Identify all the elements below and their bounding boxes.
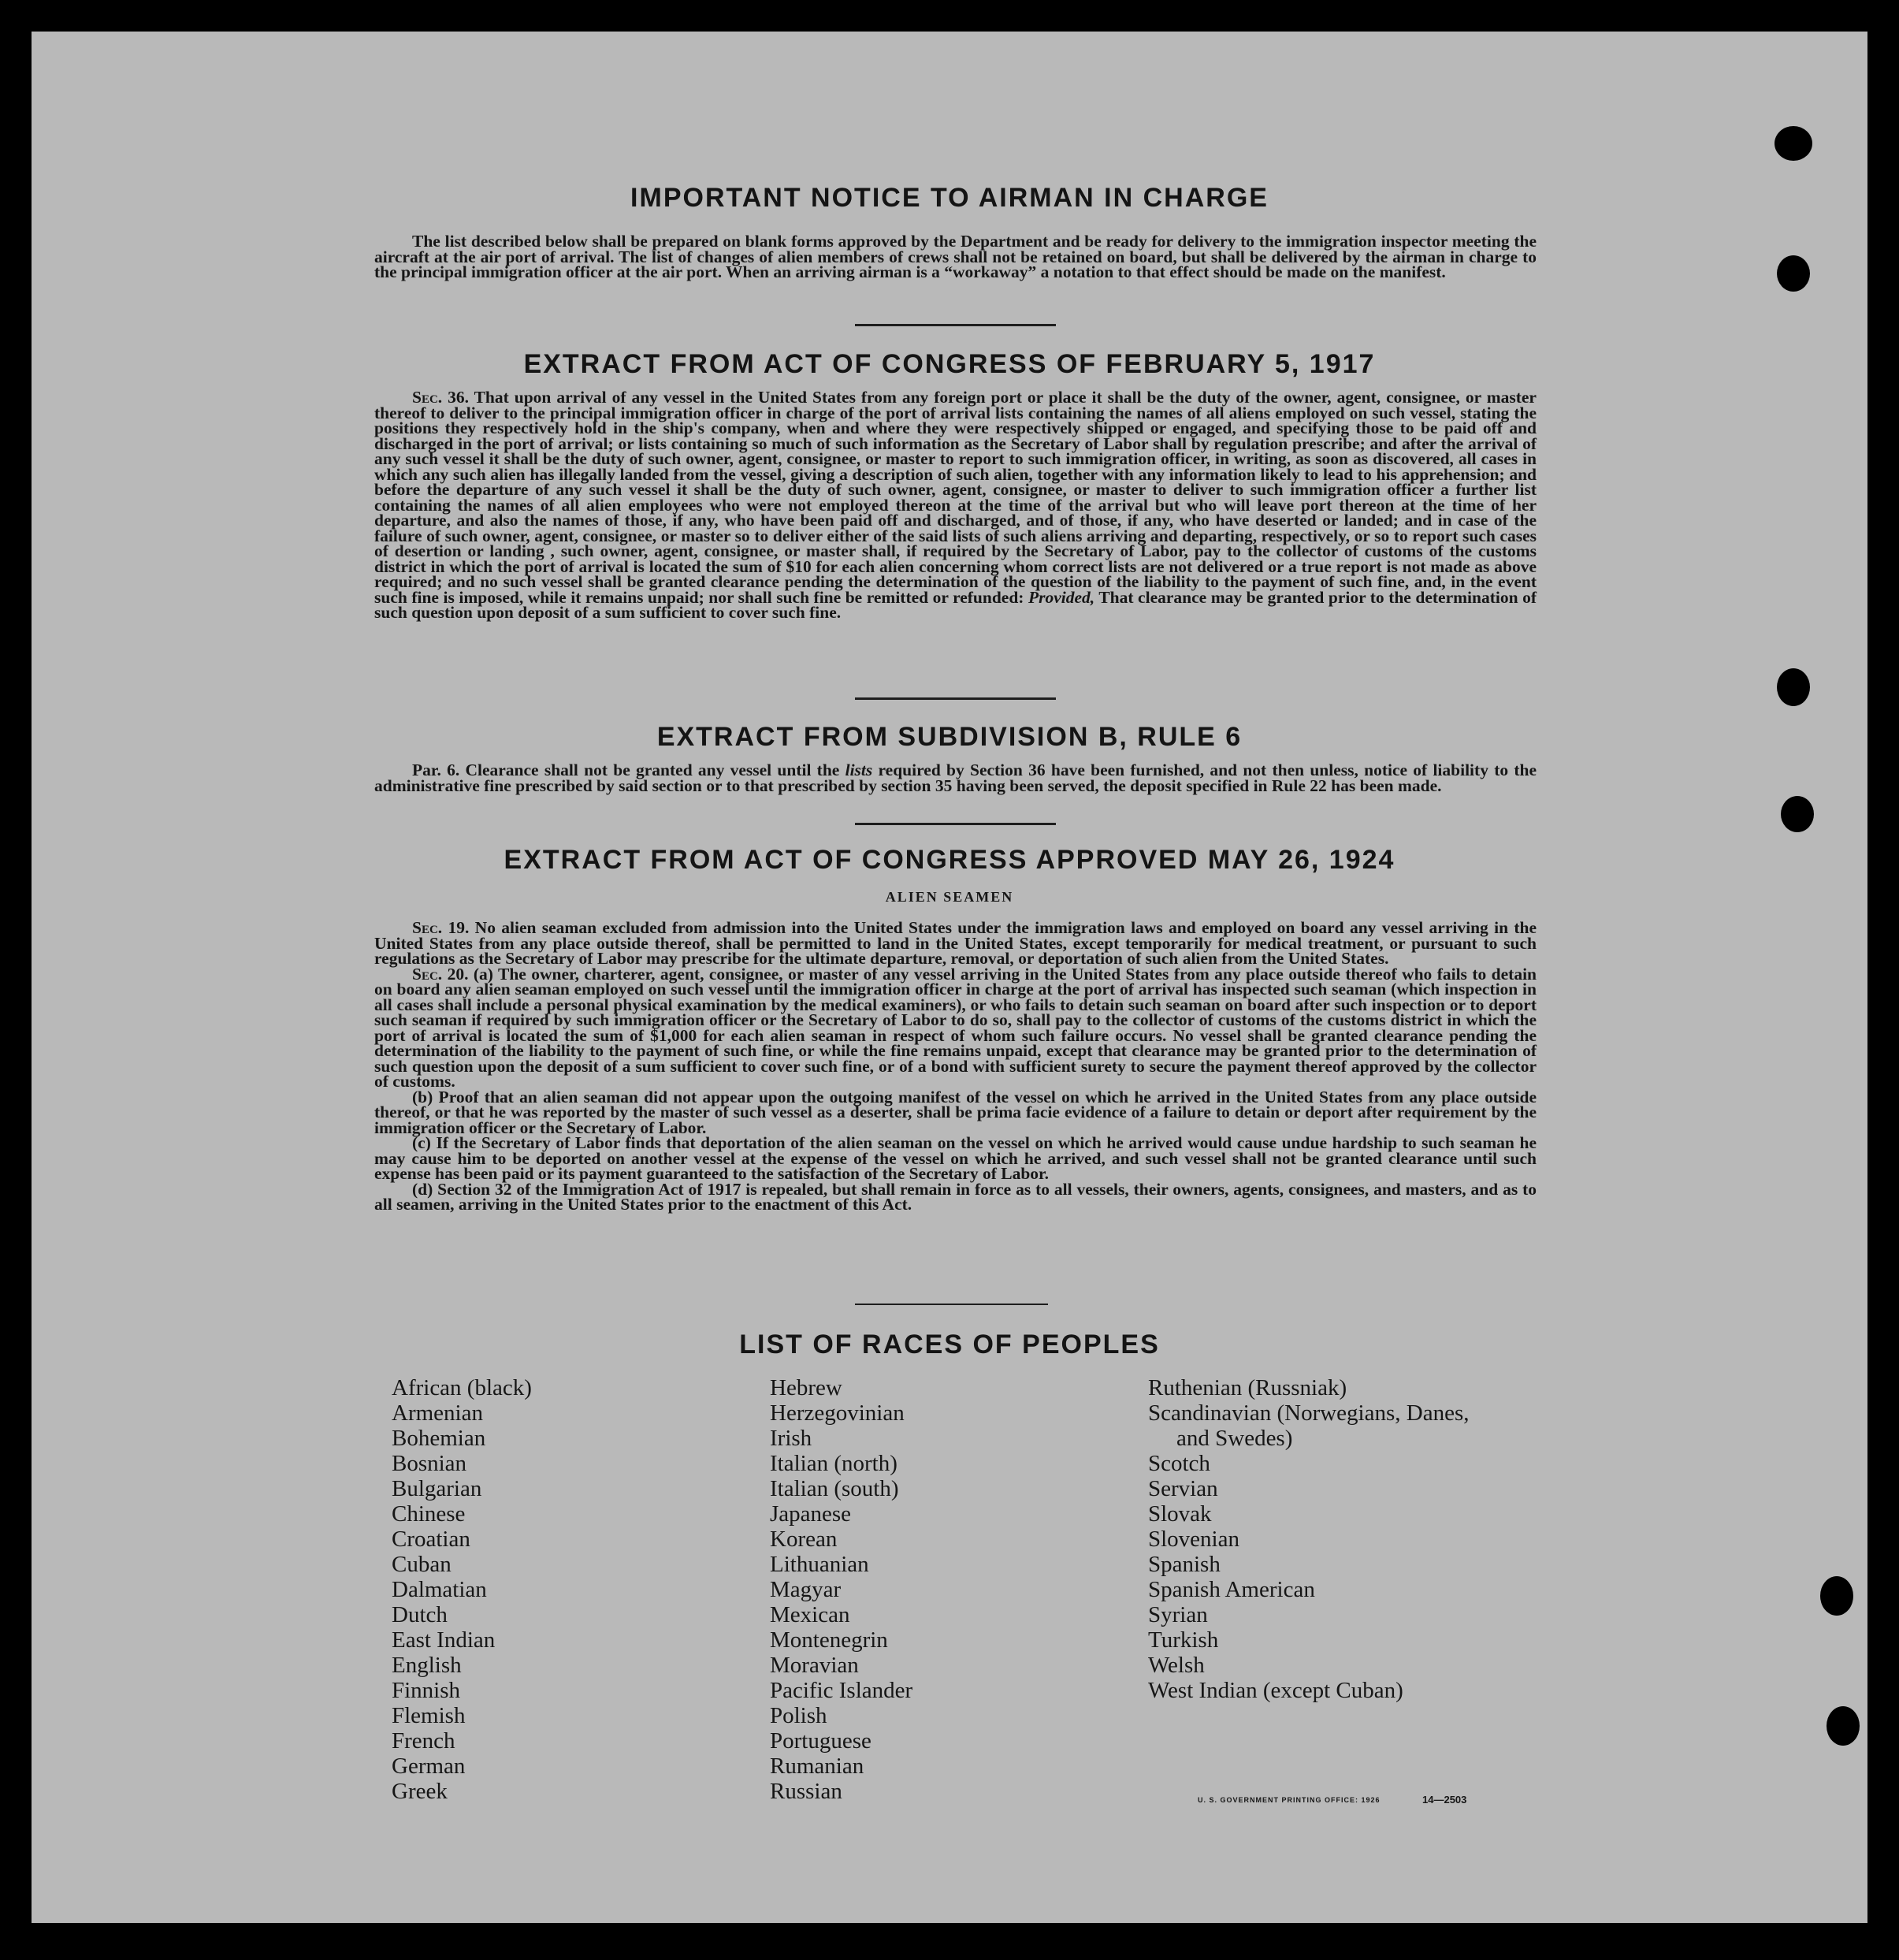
race-item: Welsh bbox=[1148, 1653, 1205, 1678]
races-column-3 bbox=[1148, 1375, 1470, 1703]
sec-20d-text: (d) Section 32 of the Immigration Act of 1917 is repealed, but shall remain in force as to all vessels, their owners, agents, consignees, and masters, and as to all seamen, arriving in the United States prior to the enactment of this Act. bbox=[374, 1179, 1537, 1214]
punch-hole-6 bbox=[1827, 1706, 1860, 1746]
race-item: Mexican bbox=[770, 1602, 850, 1627]
sec-19-text: No alien seaman excluded from admission into the United States under the immigration laws and employed on board any vessel arriving in the United States from any place outside thereof, shall be permitted to land in the United States, except temporarily for medical treatment, or pursuant to such regulations as the Secretary of Labor may prescribe for the ultimate departure, removal, or deportation of such alien from the United States. bbox=[374, 918, 1537, 968]
sec-19-label: Sec. 19. bbox=[412, 918, 470, 937]
sec-36-text: That upon arrival of any vessel in the United States from any foreign port or place it shall be the duty of the owner, agent, consignee, or master thereof to deliver to the principal immigration officer in charge of the port of arrival lists containing the names of all aliens employed on such vessel, stating the positions they respectively hold in the ship's company, when and where they were respectively shipped or engaged, and specifying those to be paid off and discharged in the port of arrival; or lists containing so much of such information as the Secretary of Labor shall by regulation prescribe; and after the arrival of any such vessel it shall be the duty of such owner, agent, consignee, or master to report to such immigration officer, in writing, as soon as discovered, all cases in which any such alien has illegally landed from the vessel, giving a description of such alien, together with any information likely to lead to his apprehension; and before the departure of any such vessel it shall be the duty of such owner, agent, consignee, or master to deliver to such immigration officer a further list containing the names of all alien employees who were not employed thereon at the time of the arrival but who will leave port thereon at the time of her departure, and also the names of those, if any, who have been paid off and discharged, and of those, if any, who have deserted or landed; and in case of the failure of such owner, agent, consignee, or master so to deliver either of the said lists of such aliens arriving and departing, respectively, or so to report such cases of desertion or landing , such owner, agent, consignee, or master shall, if required by the Secretary of Labor, pay to the collector of customs of the customs district in which the port of arrival is located the sum of $10 for each alien concerning whom correct lists are not delivered or a true report is not made as above required; and no such vessel shall be granted clearance pending the determination of the question of the liability to the payment of such fine, and, in the event such fine is imposed, while it remains unpaid; nor shall such fine be remitted or refunded: bbox=[374, 388, 1537, 607]
race-item: Polish bbox=[770, 1703, 827, 1728]
race-item: Magyar bbox=[770, 1577, 842, 1602]
rule6-text-end: required by Section 36 have been furnished, and not then unless, notice of liability to the administrative fine prescribed by said section or to that prescribed by section 35 having been served, the deposit specified in Rule 22 has been made. bbox=[374, 761, 1537, 795]
divider-4 bbox=[855, 1304, 1048, 1305]
divider-1 bbox=[855, 324, 1056, 326]
race-item: Flemish bbox=[392, 1703, 466, 1728]
notice-text: The list described below shall be prepared on blank forms approved by the Department and be ready for delivery to the immigration inspector meeting the aircraft at the air port of arrival. The list of changes of alien members of crews shall not be retained on board, but shall be delivered by the airman in charge to the principal immigration officer at the air port. When an arriving airman is a “workaway” a notation to that effect should be made on the manifest. bbox=[374, 232, 1537, 281]
sec-20c-text: (c) If the Secretary of Labor finds that deportation of the alien seaman on the vessel on which he arrived would cause undue hardship to such seaman he may cause him to be deported on another vessel at the expense of the vessel on which he arrived, and such vessel shall not be granted clearance until such expense has been paid or its payment guaranteed to the satisfaction of the Secretary of Labor. bbox=[374, 1133, 1537, 1183]
race-item: Turkish bbox=[1148, 1627, 1219, 1653]
sec-20a-text: (a) The owner, charterer, agent, consignee, or master of any vessel arriving in the United States from any place outside thereof who fails to detain on board any alien seaman employed on such vessel until the immigration officer in charge at the port of arrival has inspected such seaman (which inspection in all cases shall include a personal physical examination by the medical examiners), or who fails to detain such seaman on board after such inspection or to deport such seaman if required by such immigration officer or the Secretary of Labor to do so, shall pay to the collector of customs of the customs district in which the port of arrival is located the sum of $1,000 for each alien seaman in respect of whom such failure occurs. No vessel shall be granted clearance pending the determination of the liability to the payment of such fine, or while the fine remains unpaid, except that clearance may be granted prior to the determination of such question upon the deposit of a sum sufficient to cover such fine, or of a bond with sufficient surety to secure the payment thereof approved by the collector of customs. bbox=[374, 964, 1537, 1091]
race-item: Lithuanian bbox=[770, 1552, 869, 1577]
race-item: Scotch bbox=[1148, 1451, 1210, 1476]
race-item: Pacific Islander bbox=[770, 1678, 913, 1703]
race-item: Spanish American bbox=[1148, 1577, 1315, 1602]
sec-36-text-end: That clearance may be granted prior to the determination of such question upon deposit of a sum sufficient to cover such fine. bbox=[374, 587, 1537, 622]
rule6-text-start: Par. 6. Clearance shall not be granted any vessel until the bbox=[412, 761, 840, 779]
races-column-2 bbox=[770, 1375, 912, 1804]
punch-hole-1 bbox=[1775, 126, 1812, 161]
sec-20b-text: (b) Proof that an alien seaman did not appear upon the outgoing manifest of the vessel on which he arrived in the United States from any place outside thereof, or that he was reported by the master of such vessel as a deserter, shall be prima facie evidence of a failure to detain or deport after requirement by the immigration officer or the Secretary of Labor. bbox=[374, 1087, 1537, 1137]
race-item: Moravian bbox=[770, 1653, 859, 1678]
sec-36-label: Sec. 36. bbox=[412, 388, 470, 407]
extract-1917-paragraph bbox=[374, 390, 1537, 621]
race-item: English bbox=[392, 1653, 462, 1678]
race-item: Dutch bbox=[392, 1602, 448, 1627]
race-item: Irish bbox=[770, 1426, 812, 1451]
race-item: Servian bbox=[1148, 1476, 1218, 1501]
race-item: Russian bbox=[770, 1779, 842, 1804]
race-item: Bulgarian bbox=[392, 1476, 482, 1501]
race-item: West Indian (except Cuban) bbox=[1148, 1678, 1403, 1703]
race-item: Portuguese bbox=[770, 1728, 871, 1754]
notice-paragraph bbox=[374, 234, 1537, 281]
printing-office-imprint: U. S. GOVERNMENT PRINTING OFFICE: 1926 bbox=[1198, 1796, 1381, 1804]
divider-2 bbox=[855, 697, 1056, 700]
extract-1924-paragraphs bbox=[374, 920, 1537, 1213]
race-item: Greek bbox=[392, 1779, 448, 1804]
race-item: Herzegovinian bbox=[770, 1400, 905, 1426]
sec-20-label: Sec. 20. bbox=[412, 964, 469, 984]
race-item: Montenegrin bbox=[770, 1627, 888, 1653]
race-item: Cuban bbox=[392, 1552, 452, 1577]
lists-word: lists bbox=[845, 761, 873, 779]
race-item: Spanish bbox=[1148, 1552, 1221, 1577]
punch-hole-4 bbox=[1781, 796, 1814, 832]
provided-word: Provided, bbox=[1028, 587, 1095, 607]
extract-1924-heading: EXTRACT FROM ACT OF CONGRESS APPROVED MAY 26, 1924 bbox=[504, 845, 1395, 875]
punch-hole-2 bbox=[1777, 255, 1810, 292]
race-item: Ruthenian (Russniak) bbox=[1148, 1375, 1347, 1400]
race-item: East Indian bbox=[392, 1627, 496, 1653]
race-item: Bohemian bbox=[392, 1426, 486, 1451]
race-item: Hebrew bbox=[770, 1375, 842, 1400]
race-item: Armenian bbox=[392, 1400, 483, 1426]
rule6-paragraph bbox=[374, 763, 1537, 794]
extract-1917-heading: EXTRACT FROM ACT OF CONGRESS OF FEBRUARY 5, 1917 bbox=[523, 349, 1376, 379]
race-item-scandinavian-cont bbox=[1148, 1426, 1470, 1451]
race-item: Korean bbox=[770, 1527, 838, 1552]
race-item: Syrian bbox=[1148, 1602, 1208, 1627]
race-item: Finnish bbox=[392, 1678, 461, 1703]
punch-hole-5 bbox=[1820, 1576, 1853, 1616]
race-item: Japanese bbox=[770, 1501, 852, 1527]
race-item: African (black) bbox=[392, 1375, 532, 1400]
race-item: Rumanian bbox=[770, 1754, 864, 1779]
race-item: Italian (south) bbox=[770, 1476, 899, 1501]
races-heading: LIST OF RACES OF PEOPLES bbox=[739, 1330, 1160, 1359]
race-item: Slovenian bbox=[1148, 1527, 1239, 1552]
race-item: Italian (north) bbox=[770, 1451, 897, 1476]
punch-hole-3 bbox=[1777, 668, 1810, 706]
races-column-1 bbox=[392, 1375, 532, 1804]
race-item: Bosnian bbox=[392, 1451, 467, 1476]
race-item: Chinese bbox=[392, 1501, 466, 1527]
alien-seamen-subheading: ALIEN SEAMEN bbox=[885, 889, 1014, 905]
race-item: Dalmatian bbox=[392, 1577, 487, 1602]
divider-3 bbox=[855, 823, 1056, 825]
race-item: Croatian bbox=[392, 1527, 470, 1552]
race-item-scandinavian: Scandinavian (Norwegians, Danes, bbox=[1148, 1400, 1470, 1426]
rule6-heading: EXTRACT FROM SUBDIVISION B, RULE 6 bbox=[656, 722, 1243, 752]
race-item: Slovak bbox=[1148, 1501, 1212, 1527]
form-number: 14—2503 bbox=[1422, 1794, 1467, 1806]
scandinavian-cont-text: and Swedes) bbox=[1176, 1426, 1293, 1451]
race-item: French bbox=[392, 1728, 455, 1754]
notice-heading: IMPORTANT NOTICE TO AIRMAN IN CHARGE bbox=[630, 183, 1269, 213]
race-item: German bbox=[392, 1754, 466, 1779]
